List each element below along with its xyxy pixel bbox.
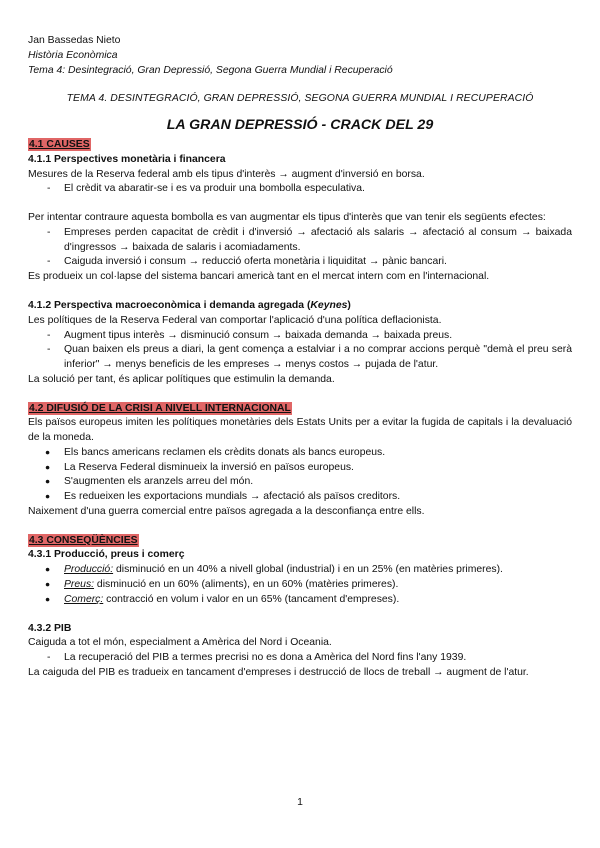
list-item: ● Producció: disminució en un 40% a nivell global (industrial) i en un 25% (en matèries primeres). (28, 563, 572, 578)
list-item: ● Comerç: contracció en volum i valor en un 65% (tancament d'empreses). (28, 593, 572, 608)
list-item: - Empreses perden capacitat de crèdit i d'inversió → afectació als salaris → afectació al consum → baixada d'ingressos → baixada de salaris i acomiadaments. (28, 226, 572, 256)
paragraph: La solució per tant, és aplicar polítiques que estimulin la demanda. (28, 373, 335, 385)
section-heading-diffusion: 4.2 DIFUSIÓ DE LA CRISI A NIVELL INTERNACIONAL (29, 402, 291, 414)
dash-list (28, 651, 572, 666)
subsection-heading-macro: 4.1.2 Perspectiva macroeconòmica i demanda agregada (Keynes) (28, 299, 351, 311)
paragraph: Mesures de la Reserva federal amb els tipus d'interès → augment d'inversió en borsa. (28, 168, 425, 180)
list-item: ● Els bancs americans reclamen els crèdits donats als bancs europeus. (28, 446, 572, 461)
list-item: ● Preus: disminució en un 60% (aliments), en un 60% (matèries primeres). (28, 578, 572, 593)
paragraph: Naixement d'una guerra comercial entre països agregada a la desconfiança entre ells. (28, 505, 425, 517)
section-heading-consequences: 4.3 CONSEQÜÈNCIES (29, 534, 138, 546)
paragraph: Caiguda a tot el món, especialment a Amèrica del Nord i Oceania. (28, 637, 332, 649)
document-title: LA GRAN DEPRESSIÓ - CRACK DEL 29 (166, 117, 434, 134)
paragraph: Per intentar contraure aquesta bombolla es van augmentar els tipus d'interès que van tenir els següents efectes: (28, 212, 546, 224)
dash-list (28, 182, 572, 197)
list-item: - La recuperació del PIB a termes precrisi no es dona a Amèrica del Nord fins l'any 1939. (28, 651, 572, 666)
list-item: ● Es redueixen les exportacions mundials → afectació als països creditors. (28, 490, 572, 505)
list-item: - El crèdit va abaratir-se i es va produir una bombolla especulativa. (28, 182, 572, 197)
subject-line: Història Econòmica (28, 49, 118, 61)
topic-line: Tema 4: Desintegració, Gran Depressió, Segona Guerra Mundial i Recuperació (28, 64, 393, 76)
list-item: ● La Reserva Federal disminueix la inversió en països europeus. (28, 461, 572, 476)
list-item: - Quan baixen els preus a diari, la gent comença a estalviar i a no comprar accions perquè "demà el preu serà inferior" → menys beneficis de les empreses → menys costos → pujada de l'atur. (28, 343, 572, 373)
page-number: 1 (297, 797, 303, 808)
paragraph: Els països europeus imiten les polítiques monetàries dels Estats Units per a evitar la fugida de capitals i la devaluació de la moneda. (28, 417, 572, 444)
paragraph: Es produeix un col·lapse del sistema bancari americà tant en el mercat intern com en l'internacional. (28, 271, 490, 283)
subsection-heading-monetary: 4.1.1 Perspectives monetària i financera (28, 153, 226, 165)
bullet-list (28, 563, 572, 607)
list-item: ● S'augmenten els aranzels arreu del món. (28, 475, 572, 490)
author-line: Jan Bassedas Nieto (28, 35, 121, 46)
subsection-heading-production: 4.3.1 Producció, preus i comerç (28, 549, 185, 561)
paragraph: Les polítiques de la Reserva Federal van comportar l'aplicació d'una política deflacionista. (28, 314, 442, 326)
document-page (28, 34, 572, 681)
list-item: - Caiguda inversió i consum → reducció oferta monetària i liquiditat → pànic bancari. (28, 255, 572, 270)
subsection-heading-gdp: 4.3.2 PIB (28, 622, 72, 634)
document-subtitle: TEMA 4. DESINTEGRACIÓ, GRAN DEPRESSIÓ, SEGONA GUERRA MUNDIAL I RECUPERACIÓ (66, 93, 534, 105)
bullet-list (28, 446, 572, 505)
dash-list (28, 329, 572, 373)
dash-list (28, 226, 572, 270)
paragraph: La caiguda del PIB es tradueix en tancament d'empreses i destrucció de llocs de treball → augment de l'atur. (28, 666, 529, 678)
list-item: - Augment tipus interès → disminució consum → baixada demanda → baixada preus. (28, 329, 572, 344)
section-heading-causes: 4.1 CAUSES (29, 139, 90, 151)
